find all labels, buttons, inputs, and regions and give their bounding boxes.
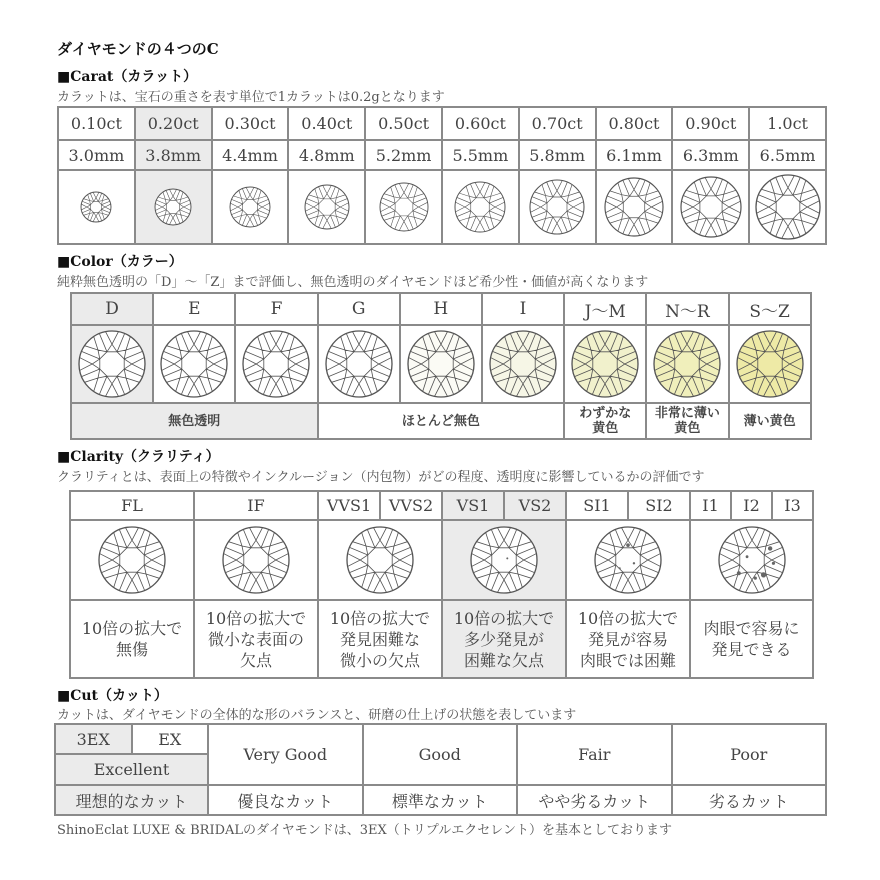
diamond-icon-cell <box>442 170 519 244</box>
diamond-icon <box>159 329 229 399</box>
color-group-label: 非常に薄い 黄色 <box>646 403 728 439</box>
diamond-icon-cell <box>596 170 673 244</box>
diamond-icon <box>378 181 430 233</box>
cut-grade-description: 理想的なカット <box>55 785 208 815</box>
carat-weight: 0.80ct <box>596 107 673 140</box>
clarity-grade-description: 10倍の拡大で 多少発見が 困難な欠点 <box>442 600 566 678</box>
clarity-grade: I2 <box>731 491 772 520</box>
diamond-icon-cell <box>672 170 749 244</box>
diamond-icon-cell <box>646 325 728 403</box>
cut-grade: Excellent <box>55 754 208 785</box>
diamond-icon-cell <box>442 520 566 600</box>
carat-size: 4.4mm <box>212 140 289 170</box>
color-grade: G <box>318 293 400 325</box>
diamond-icon-cell <box>566 520 690 600</box>
carat-size: 3.8mm <box>135 140 212 170</box>
carat-weight: 0.90ct <box>672 107 749 140</box>
color-group-label: わずかな 黄色 <box>564 403 646 439</box>
color-grade: E <box>153 293 235 325</box>
diamond-icon <box>228 185 272 229</box>
carat-description: カラットは、宝石の重さを表す単位で1カラットは0.2gとなります <box>57 90 445 105</box>
diamond-icon-cell <box>365 170 442 244</box>
diamond-icon <box>406 329 476 399</box>
color-heading: ■Color（カラー） <box>57 254 183 270</box>
cut-heading: ■Cut（カット） <box>57 688 168 704</box>
cut-grade: Good <box>363 724 518 785</box>
clarity-grade: SI2 <box>628 491 690 520</box>
cut-grade: 3EX <box>55 724 132 754</box>
diamond-icon-cell <box>749 170 826 244</box>
clarity-grade: FL <box>70 491 194 520</box>
carat-size: 6.5mm <box>749 140 826 170</box>
cut-grade-row <box>55 724 826 754</box>
diamond-icon <box>652 329 722 399</box>
color-table <box>70 292 812 440</box>
color-grade: N〜R <box>646 293 728 325</box>
diamond-icon-cell <box>235 325 317 403</box>
diamond-icon <box>221 525 291 595</box>
diamond-icon-cell <box>729 325 811 403</box>
clarity-desc-row <box>70 600 813 678</box>
carat-size: 5.5mm <box>442 140 519 170</box>
diamond-icon <box>345 525 415 595</box>
diamond-icon-cell <box>58 170 135 244</box>
diamond-icon-cell <box>400 325 482 403</box>
diamond-icon-cell <box>71 325 153 403</box>
clarity-grade-description: 10倍の拡大で 無傷 <box>70 600 194 678</box>
color-group-row <box>71 403 811 439</box>
cut-grade-description: 標準なカット <box>363 785 518 815</box>
color-grade: I <box>482 293 564 325</box>
diamond-icon <box>303 183 351 231</box>
clarity-grade-description: 10倍の拡大で 発見が容易 肉眼では困難 <box>566 600 690 678</box>
cut-grade-description: やや劣るカット <box>517 785 672 815</box>
diamond-icon <box>97 525 167 595</box>
diamond-icon-cell <box>153 325 235 403</box>
clarity-grade-description: 10倍の拡大で 発見困難な 微小の欠点 <box>318 600 442 678</box>
carat-size: 3.0mm <box>58 140 135 170</box>
clarity-heading: ■Clarity（クラリティ） <box>57 449 220 465</box>
clarity-grade: VVS2 <box>380 491 442 520</box>
clarity-grade: VVS1 <box>318 491 380 520</box>
color-description: 純粋無色透明の「D」〜「Z」まで評価し、無色透明のダイヤモンドほど希少性・価値が高くなります <box>57 275 649 290</box>
color-grade: S〜Z <box>729 293 811 325</box>
cut-grade: EX <box>132 724 209 754</box>
diamond-icon <box>603 176 665 238</box>
cut-grade: Fair <box>517 724 672 785</box>
diamond-icon <box>153 187 193 227</box>
color-grade-row <box>71 293 811 325</box>
carat-gem-row <box>58 170 826 244</box>
carat-weight: 1.0ct <box>749 107 826 140</box>
carat-size-row <box>58 140 826 170</box>
color-gem-row <box>71 325 811 403</box>
clarity-grade: I1 <box>690 491 731 520</box>
clarity-grade: I3 <box>772 491 813 520</box>
carat-weight: 0.40ct <box>288 107 365 140</box>
diamond-icon <box>241 329 311 399</box>
diamond-icon <box>79 190 113 224</box>
carat-size: 4.8mm <box>288 140 365 170</box>
cut-desc-row <box>55 785 826 815</box>
color-group-label: 薄い黄色 <box>729 403 811 439</box>
cut-grade-description: 劣るカット <box>672 785 827 815</box>
cut-description: カットは、ダイヤモンドの全体的な形のバランスと、研磨の仕上げの状態を表しています <box>57 708 577 723</box>
clarity-grade-row <box>70 491 813 520</box>
diamond-icon <box>570 329 640 399</box>
diamond-icon <box>528 178 586 236</box>
color-grade: D <box>71 293 153 325</box>
diamond-icon-cell <box>70 520 194 600</box>
diamond-icon-cell <box>690 520 813 600</box>
clarity-grade-description: 10倍の拡大で 微小な表面の 欠点 <box>194 600 318 678</box>
carat-size: 5.2mm <box>365 140 442 170</box>
diamond-icon <box>717 525 787 595</box>
diamond-icon <box>77 329 147 399</box>
color-grade: F <box>235 293 317 325</box>
cut-grade-description: 優良なカット <box>208 785 363 815</box>
clarity-table <box>69 490 814 679</box>
diamond-icon-cell <box>564 325 646 403</box>
carat-weight: 0.70ct <box>519 107 596 140</box>
carat-table <box>57 106 827 245</box>
diamond-icon <box>679 175 743 239</box>
diamond-icon <box>735 329 805 399</box>
clarity-gem-row <box>70 520 813 600</box>
diamond-icon <box>593 525 663 595</box>
diamond-icon-cell <box>194 520 318 600</box>
carat-weight: 0.20ct <box>135 107 212 140</box>
color-grade: H <box>400 293 482 325</box>
diamond-icon-cell <box>482 325 564 403</box>
diamond-icon <box>324 329 394 399</box>
cut-table <box>54 723 827 816</box>
diamond-icon-cell <box>288 170 365 244</box>
color-group-label: ほとんど無色 <box>318 403 565 439</box>
footer-note: ShinoEclat LUXE & BRIDALのダイヤモンドは、3EX（トリプルエクセレント）を基本としております <box>57 823 672 838</box>
color-group-label: 無色透明 <box>71 403 318 439</box>
diamond-icon <box>453 180 507 234</box>
diamond-icon-cell <box>212 170 289 244</box>
carat-weight-row <box>58 107 826 140</box>
diamond-icon-cell <box>318 520 442 600</box>
clarity-grade: IF <box>194 491 318 520</box>
cut-grade: Poor <box>672 724 827 785</box>
color-grade: J〜M <box>564 293 646 325</box>
clarity-grade: VS1 <box>442 491 504 520</box>
clarity-description: クラリティとは、表面上の特徴やインクルージョン（内包物）がどの程度、透明度に影響しているかの評価です <box>57 470 705 485</box>
cut-grade: Very Good <box>208 724 363 785</box>
diamond-icon <box>488 329 558 399</box>
clarity-grade: SI1 <box>566 491 628 520</box>
carat-weight: 0.30ct <box>212 107 289 140</box>
carat-size: 5.8mm <box>519 140 596 170</box>
carat-size: 6.3mm <box>672 140 749 170</box>
diamond-icon <box>754 173 822 241</box>
clarity-grade-description: 肉眼で容易に 発見できる <box>690 600 813 678</box>
carat-weight: 0.10ct <box>58 107 135 140</box>
diamond-icon-cell <box>135 170 212 244</box>
carat-weight: 0.50ct <box>365 107 442 140</box>
carat-heading: ■Carat（カラット） <box>57 69 198 85</box>
diamond-icon-cell <box>318 325 400 403</box>
diamond-icon-cell <box>519 170 596 244</box>
carat-size: 6.1mm <box>596 140 673 170</box>
page-title: ダイヤモンドの４つのC <box>57 40 219 58</box>
carat-weight: 0.60ct <box>442 107 519 140</box>
clarity-grade: VS2 <box>504 491 566 520</box>
diamond-icon <box>469 525 539 595</box>
